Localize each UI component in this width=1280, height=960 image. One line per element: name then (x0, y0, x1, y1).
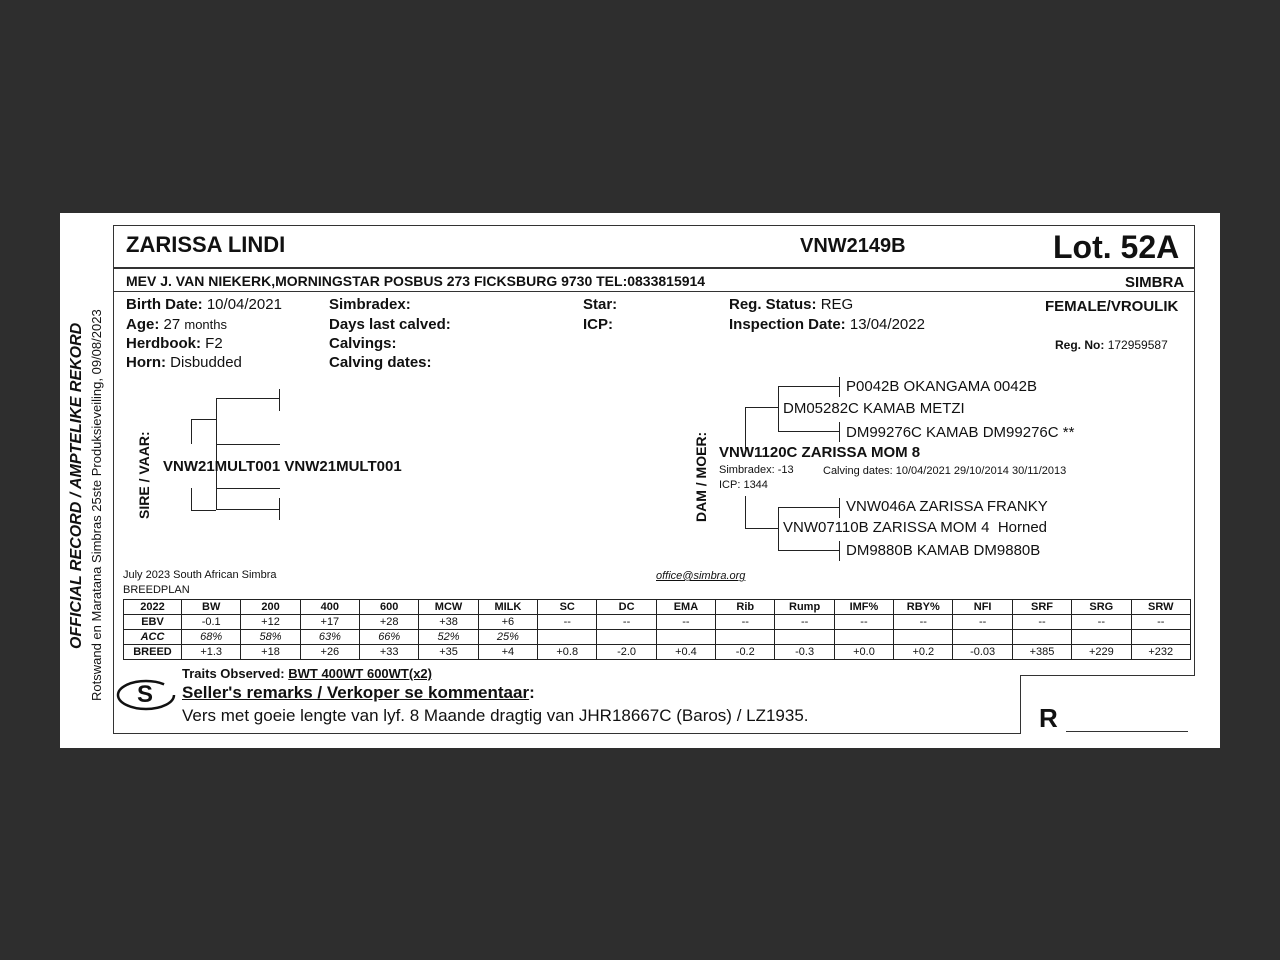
acc-label: ACC (124, 630, 182, 645)
dam-bracket (839, 498, 840, 518)
lot-number: Lot. 52A (1053, 229, 1180, 265)
sire-bracket (216, 488, 217, 510)
age: Age: 27 months (126, 316, 228, 333)
ebv-cell: +6 (478, 615, 537, 630)
owner-separator (113, 291, 1195, 292)
seller-logo-letter: S (137, 681, 154, 708)
acc-cell: 58% (241, 630, 300, 645)
dam-bracket (778, 386, 779, 431)
breed-cell: +33 (360, 645, 419, 660)
sire-bracket (191, 488, 192, 511)
breed-cell: +232 (1131, 645, 1191, 660)
acc-cell: 25% (478, 630, 537, 645)
header-cell: SRG (1072, 600, 1131, 615)
price-box-left (1020, 675, 1021, 733)
breed-cell: -2.0 (597, 645, 656, 660)
ebv-cell: -- (1012, 615, 1071, 630)
price-box-top (1020, 675, 1195, 676)
dam-bracket (745, 496, 746, 529)
header-cell: 200 (241, 600, 300, 615)
dam-bracket (778, 550, 840, 551)
breedplan-source: July 2023 South African Simbra (123, 569, 277, 581)
breed-cell: +35 (419, 645, 478, 660)
sire-label: SIRE / VAAR: (136, 431, 152, 519)
dam-simbradex: Simbradex: -13 (719, 464, 794, 476)
header-label: 2022 (124, 600, 182, 615)
animal-name: ZARISSA LINDI (126, 232, 286, 257)
dam-bracket (745, 528, 778, 529)
sire-bracket (279, 498, 280, 520)
dam-bracket (839, 541, 840, 561)
sire-bracket (216, 444, 280, 445)
simbradex-label: Simbradex: (329, 296, 411, 313)
table-row-header (124, 600, 1191, 615)
dam-bracket (778, 507, 840, 508)
acc-cell (775, 630, 834, 645)
owner-line: MEV J. VAN NIEKERK,MORNINGSTAR POSBUS 273 FICKSBURG 9730 TEL:0833815914 (126, 273, 706, 289)
ebv-cell: -- (775, 615, 834, 630)
lot-card (60, 213, 1220, 748)
animal-id: VNW2149B (800, 235, 906, 257)
dam-bracket (745, 407, 746, 449)
header-separator (113, 267, 1195, 268)
calving-dates-label: Calving dates: (329, 354, 432, 371)
table-row-breed (124, 645, 1191, 660)
ebv-cell: -- (597, 615, 656, 630)
price-prefix: R (1039, 703, 1058, 733)
email-link[interactable]: office@simbra.org (656, 570, 746, 582)
dam-bracket (839, 422, 840, 442)
acc-cell (1012, 630, 1071, 645)
breed-label: BREED (124, 645, 182, 660)
frame-bottom (113, 733, 1021, 734)
dam-dam: VNW07110B ZARISSA MOM 4 Horned (783, 519, 1048, 536)
ebv-cell: +38 (419, 615, 478, 630)
breed-cell: +0.4 (656, 645, 715, 660)
dam-sire-dam: DM99276C KAMAB DM99276C ** (846, 424, 1075, 441)
header-cell: MCW (419, 600, 478, 615)
acc-cell: 66% (360, 630, 419, 645)
birth-date: Birth Date: 10/04/2021 (126, 296, 282, 313)
inspection-date: Inspection Date: 13/04/2022 (729, 316, 925, 333)
ebv-cell: +28 (360, 615, 419, 630)
breed-cell: -0.03 (953, 645, 1012, 660)
sire-bracket (216, 488, 280, 489)
dam-dam-note: Horned (997, 519, 1048, 536)
auction-label: Rotswand en Maratana Simbras 25ste Produksieveiling, 09/08/2023 (89, 309, 104, 701)
ebv-cell: -0.1 (182, 615, 241, 630)
breedplan-source-2: BREEDPLAN (123, 584, 190, 596)
acc-cell (538, 630, 597, 645)
ebv-cell: +12 (241, 615, 300, 630)
acc-cell: 68% (182, 630, 241, 645)
sire-bracket (216, 509, 280, 510)
herdbook: Herdbook: F2 (126, 335, 223, 352)
header-cell: 400 (300, 600, 359, 615)
acc-cell (597, 630, 656, 645)
sire-bracket (191, 510, 216, 511)
header-cell: MILK (478, 600, 537, 615)
sex-label: FEMALE/VROULIK (1045, 298, 1179, 315)
acc-cell (834, 630, 893, 645)
seller-logo (115, 678, 177, 712)
traits-observed: Traits Observed: BWT 400WT 600WT(x2) (182, 666, 432, 681)
dam-bracket (778, 431, 840, 432)
table-row-ebv (124, 615, 1191, 630)
breed-cell: +0.2 (894, 645, 953, 660)
ebv-label: EBV (124, 615, 182, 630)
dam-bracket (839, 377, 840, 397)
breedplan-table (123, 599, 1191, 660)
price-line[interactable] (1066, 731, 1188, 732)
acc-cell: 63% (300, 630, 359, 645)
dam-sire: DM05282C KAMAB METZI (783, 400, 965, 417)
sire-bracket (216, 398, 217, 445)
dam-dam-sire: VNW046A ZARISSA FRANKY (846, 498, 1048, 515)
acc-cell (894, 630, 953, 645)
header-cell: RBY% (894, 600, 953, 615)
acc-cell (656, 630, 715, 645)
sire-name: VNW21MULT001 VNW21MULT001 (163, 458, 402, 475)
icp-label: ICP: (583, 316, 613, 333)
official-record-label: OFFICIAL RECORD / AMPTELIKE REKORD (68, 322, 85, 649)
horn: Horn: Disbudded (126, 354, 242, 371)
breed-cell: +229 (1072, 645, 1131, 660)
dam-bracket (778, 386, 840, 387)
table-row-acc (124, 630, 1191, 645)
breed-cell: +385 (1012, 645, 1071, 660)
ebv-cell: +17 (300, 615, 359, 630)
star-label: Star: (583, 296, 618, 313)
header-cell: Rump (775, 600, 834, 615)
dam-bracket (745, 407, 778, 408)
seller-remarks-title: Seller's remarks / Verkoper se kommentaar: (182, 683, 535, 702)
days-last-calved-label: Days last calved: (329, 316, 451, 333)
ebv-cell: -- (1072, 615, 1131, 630)
ebv-cell: -- (953, 615, 1012, 630)
dam-calving-dates: Calving dates: 10/04/2021 29/10/2014 30/11/2013 (823, 465, 1067, 477)
header-cell: SRF (1012, 600, 1071, 615)
header-cell: Rib (716, 600, 775, 615)
breed-name: SIMBRA (1125, 274, 1185, 291)
acc-cell (953, 630, 1012, 645)
breed-cell: +18 (241, 645, 300, 660)
breed-cell: +26 (300, 645, 359, 660)
dam-icp: ICP: 1344 (719, 479, 768, 491)
header-cell: EMA (656, 600, 715, 615)
ebv-cell: -- (656, 615, 715, 630)
ebv-cell: -- (538, 615, 597, 630)
sire-bracket (279, 389, 280, 411)
acc-cell (1131, 630, 1191, 645)
ebv-cell: -- (834, 615, 893, 630)
header-cell: IMF% (834, 600, 893, 615)
header-cell: SRW (1131, 600, 1191, 615)
reg-status: Reg. Status: REG (729, 296, 854, 313)
seller-remarks-text: Vers met goeie lengte van lyf. 8 Maande dragtig van JHR18667C (Baros) / LZ1935. (182, 706, 809, 725)
header-cell: SC (538, 600, 597, 615)
header-cell: BW (182, 600, 241, 615)
acc-cell (1072, 630, 1131, 645)
breed-cell: +4 (478, 645, 537, 660)
acc-cell: 52% (419, 630, 478, 645)
sire-bracket (191, 419, 216, 420)
dam-bracket (778, 507, 779, 551)
dam-dam-dam: DM9880B KAMAB DM9880B (846, 542, 1041, 559)
ebv-cell: -- (1131, 615, 1191, 630)
ebv-cell: -- (716, 615, 775, 630)
sire-bracket (216, 398, 280, 399)
ebv-cell: -- (894, 615, 953, 630)
breed-cell: +0.0 (834, 645, 893, 660)
sire-bracket (191, 419, 192, 444)
reg-number: Reg. No: 172959587 (1055, 338, 1168, 352)
dam-sire-sire: P0042B OKANGAMA 0042B (846, 378, 1037, 395)
dam-label: DAM / MOER: (693, 431, 709, 522)
breed-cell: -0.2 (716, 645, 775, 660)
header-cell: NFI (953, 600, 1012, 615)
calvings-label: Calvings: (329, 335, 397, 352)
breed-cell: +0.8 (538, 645, 597, 660)
header-cell: 600 (360, 600, 419, 615)
frame-left (113, 225, 114, 733)
acc-cell (716, 630, 775, 645)
breed-cell: -0.3 (775, 645, 834, 660)
header-cell: DC (597, 600, 656, 615)
dam-name: VNW1120C ZARISSA MOM 8 (719, 444, 921, 461)
frame-right (1194, 225, 1195, 675)
breed-cell: +1.3 (182, 645, 241, 660)
